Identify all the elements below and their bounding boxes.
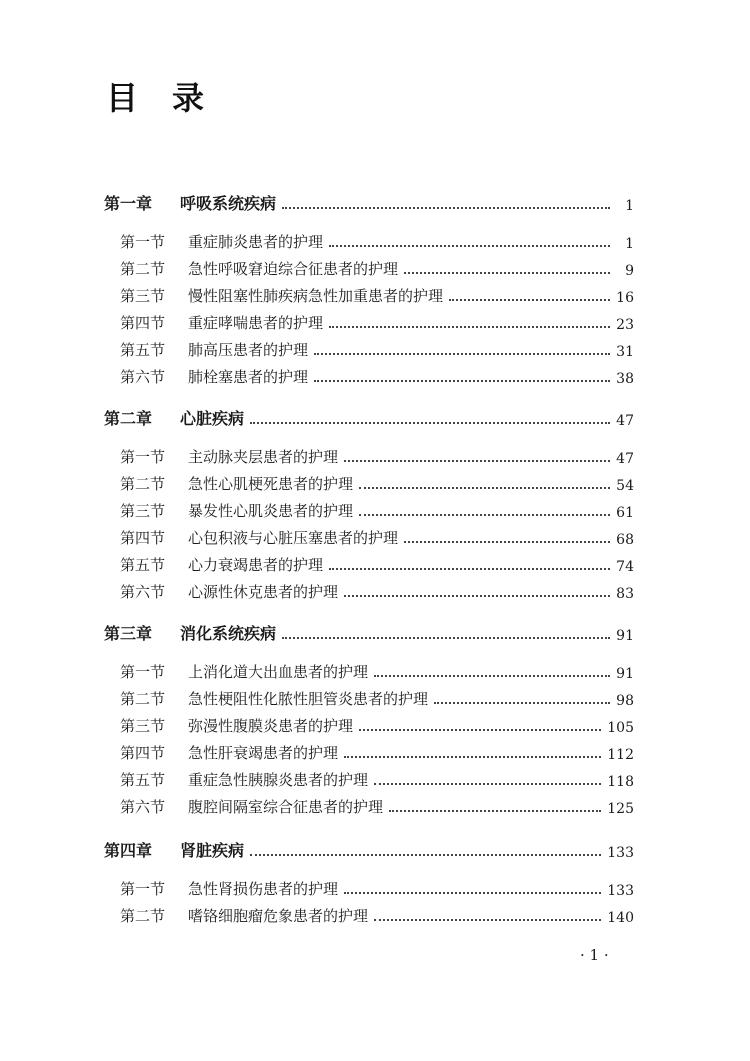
section-title: 心源性休克患者的护理 [188, 583, 339, 601]
section-title: 慢性阻塞性肺疾病急性加重患者的护理 [188, 287, 444, 305]
section-number: 第六节 [120, 583, 166, 601]
toc-section-entry[interactable] [120, 282, 634, 306]
section-title: 嗜铬细胞瘤危象患者的护理 [188, 907, 369, 925]
toc-section-entry[interactable] [120, 551, 634, 575]
dot-leader [329, 245, 610, 247]
section-page-number: 23 [616, 317, 634, 333]
toc-chapter-entry[interactable] [104, 837, 634, 861]
dot-leader [359, 729, 601, 731]
chapter-title: 呼吸系统疾病 [180, 194, 277, 213]
toc-section-entry[interactable] [120, 470, 634, 494]
chapter-page-number: 47 [616, 413, 634, 429]
section-number: 第六节 [120, 368, 166, 386]
section-title: 主动脉夹层患者的护理 [188, 448, 339, 466]
toc-section-entry[interactable] [120, 902, 634, 926]
section-page-number: 91 [616, 666, 634, 682]
toc-section-entry[interactable] [120, 524, 634, 548]
section-number: 第五节 [120, 771, 166, 789]
dot-leader [404, 541, 610, 543]
section-title: 重症急性胰腺炎患者的护理 [188, 771, 369, 789]
toc-section-entry[interactable] [120, 309, 634, 333]
toc-section-entry[interactable] [120, 497, 634, 521]
page-title-part1: 目 [106, 79, 139, 117]
section-title: 腹腔间隔室综合征患者的护理 [188, 798, 384, 816]
section-number: 第四节 [120, 744, 166, 762]
section-page-number: 105 [607, 720, 634, 736]
section-number: 第一节 [120, 880, 166, 898]
dot-leader [329, 568, 610, 570]
toc-chapter-entry[interactable] [104, 190, 634, 214]
section-number: 第一节 [120, 233, 166, 251]
section-title: 急性梗阻性化脓性胆管炎患者的护理 [188, 690, 429, 708]
dot-leader [389, 810, 601, 812]
dot-leader [314, 353, 610, 355]
section-number: 第一节 [120, 448, 166, 466]
section-title: 急性肝衰竭患者的护理 [188, 744, 339, 762]
section-page-number: 83 [616, 586, 634, 602]
dot-leader [449, 299, 610, 301]
section-title: 暴发性心肌炎患者的护理 [188, 502, 354, 520]
section-title: 肺栓塞患者的护理 [188, 368, 309, 386]
section-page-number: 68 [616, 532, 634, 548]
toc-section-entry[interactable] [120, 255, 634, 279]
section-number: 第二节 [120, 475, 166, 493]
section-page-number: 125 [607, 801, 634, 817]
chapter-number: 第四章 [104, 841, 153, 860]
toc-section-entry[interactable] [120, 658, 634, 682]
toc-section-entry[interactable] [120, 793, 634, 817]
dot-leader [344, 595, 610, 597]
chapter-page-number: 1 [625, 198, 634, 214]
section-number: 第三节 [120, 287, 166, 305]
section-number: 第三节 [120, 717, 166, 735]
toc-section-entry[interactable] [120, 875, 634, 899]
section-title: 急性心肌梗死患者的护理 [188, 475, 354, 493]
dot-leader [404, 272, 610, 274]
chapter-number: 第三章 [104, 624, 153, 643]
section-number: 第五节 [120, 341, 166, 359]
section-number: 第二节 [120, 690, 166, 708]
dot-leader [434, 702, 610, 704]
section-page-number: 118 [607, 774, 634, 790]
section-page-number: 31 [616, 344, 634, 360]
dot-leader [344, 892, 601, 894]
chapter-title: 肾脏疾病 [180, 841, 245, 860]
section-title: 弥漫性腹膜炎患者的护理 [188, 717, 354, 735]
toc-section-entry[interactable] [120, 336, 634, 360]
chapter-page-number: 91 [616, 628, 634, 644]
dot-leader [282, 207, 610, 209]
section-number: 第四节 [120, 529, 166, 547]
dot-leader [359, 514, 610, 516]
chapter-title: 消化系统疾病 [180, 624, 277, 643]
section-title: 上消化道大出血患者的护理 [188, 663, 369, 681]
toc-section-entry[interactable] [120, 766, 634, 790]
section-number: 第二节 [120, 907, 166, 925]
section-title: 心力衰竭患者的护理 [188, 556, 324, 574]
section-title: 急性呼吸窘迫综合征患者的护理 [188, 260, 399, 278]
toc-chapter-entry[interactable] [104, 620, 634, 644]
section-title: 急性肾损伤患者的护理 [188, 880, 339, 898]
chapter-number: 第二章 [104, 409, 153, 428]
toc-section-entry[interactable] [120, 685, 634, 709]
dot-leader [314, 380, 610, 382]
section-title: 肺高压患者的护理 [188, 341, 309, 359]
toc-section-entry[interactable] [120, 228, 634, 252]
section-number: 第一节 [120, 663, 166, 681]
section-page-number: 16 [616, 290, 634, 306]
dot-leader [374, 675, 610, 677]
dot-leader [250, 854, 601, 856]
chapter-title: 心脏疾病 [180, 409, 245, 428]
toc-chapter-entry[interactable] [104, 405, 634, 429]
section-title: 重症肺炎患者的护理 [188, 233, 324, 251]
chapter-number: 第一章 [104, 194, 153, 213]
toc-section-entry[interactable] [120, 578, 634, 602]
section-page-number: 133 [607, 883, 634, 899]
dot-leader [250, 422, 610, 424]
section-page-number: 98 [616, 693, 634, 709]
section-page-number: 1 [625, 236, 634, 252]
dot-leader [374, 919, 601, 921]
section-page-number: 61 [616, 505, 634, 521]
section-page-number: 38 [616, 371, 634, 387]
dot-leader [344, 460, 610, 462]
page-title-part2: 录 [172, 79, 205, 117]
section-number: 第五节 [120, 556, 166, 574]
section-title: 心包积液与心脏压塞患者的护理 [188, 529, 399, 547]
section-number: 第六节 [120, 798, 166, 816]
section-number: 第四节 [120, 314, 166, 332]
toc-section-entry[interactable] [120, 739, 634, 763]
section-number: 第三节 [120, 502, 166, 520]
toc-section-entry[interactable] [120, 712, 634, 736]
section-number: 第二节 [120, 260, 166, 278]
chapter-page-number: 133 [607, 845, 634, 861]
page-title [106, 78, 204, 118]
dot-leader [282, 637, 610, 639]
toc-section-entry[interactable] [120, 443, 634, 467]
section-page-number: 54 [616, 478, 634, 494]
dot-leader [329, 326, 610, 328]
section-page-number: 112 [607, 747, 634, 763]
dot-leader [359, 487, 610, 489]
dot-leader [374, 783, 601, 785]
section-page-number: 47 [616, 451, 634, 467]
section-page-number: 74 [616, 559, 634, 575]
toc-section-entry[interactable] [120, 363, 634, 387]
section-page-number: 9 [625, 263, 634, 279]
section-title: 重症哮喘患者的护理 [188, 314, 324, 332]
dot-leader [344, 756, 601, 758]
page-number: · 1 · [580, 946, 609, 964]
section-page-number: 140 [607, 910, 634, 926]
